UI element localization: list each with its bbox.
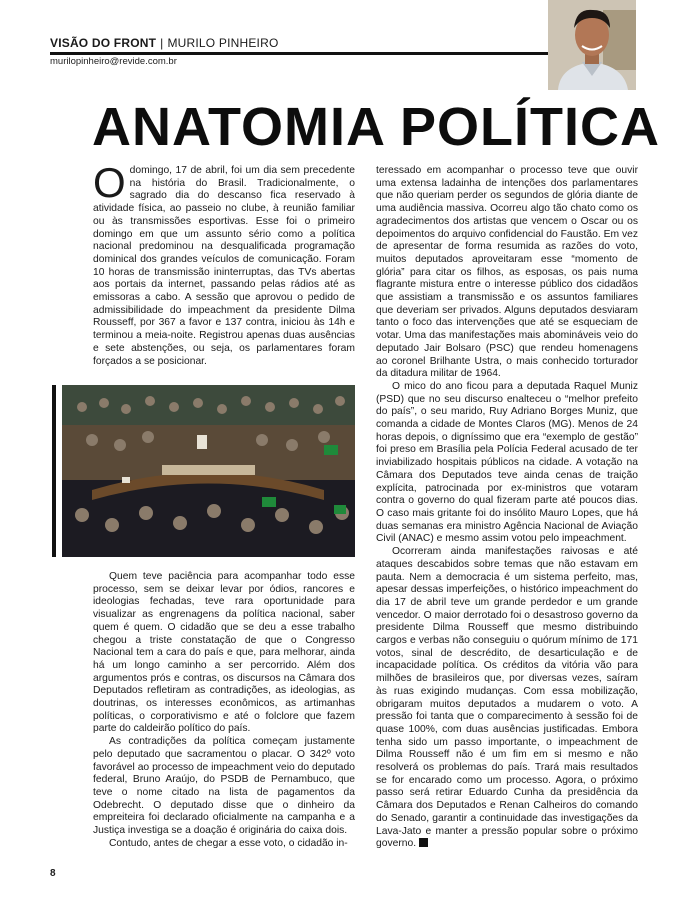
chamber-of-deputies-photo xyxy=(62,385,355,557)
page-number: 8 xyxy=(50,868,56,879)
article-right-column xyxy=(376,165,638,851)
photo-block xyxy=(52,385,355,557)
author-name: MURILO PINHEIRO xyxy=(167,36,279,50)
paragraph: teressado em acompanhar o processo teve que ouvir uma extensa ladainha de intenções dos parlamentares que não queriam perder os segundos de glória diante de uma audiência massiva. Ocorreu algo tão chato como os agradecimentos dos artistas que vencem o Oscar ou os depoimentos do arquivo confidencial do Faustão. Em vez de apresentar de forma resumida as razões do voto, muitos deputados aproveitaram esse “momento de glória” para citar os filhos, as esposas, os pais numa flagrante mistura entre o interesse público dos cidadãos que assistiam a transmissão e os assuntos familiares que deveriam ser privados. Alguns deputados desviaram tanto o foco das intervenções que até se esqueciam de votar. Uma das manifestações mais abomináveis veio do deputado Jair Bolsaro (PSC) que rendeu homenagens ao coronel Brilhante Ustra, o mais conhecido torturador da ditadura militar de 1964. xyxy=(376,165,638,380)
article-left-column xyxy=(93,571,355,850)
end-of-article-icon xyxy=(419,838,428,847)
section-label: VISÃO DO FRONT xyxy=(50,36,157,50)
paragraph: O mico do ano ficou para a deputada Raquel Muniz (PSD) que no seu discurso enalteceu o “melhor prefeito do país”, o seu marido, Ruy Adriano Borges Muniz, que comanda a cidade de Montes Claros (MG). Menos de 24 horas depois, o digníssimo que era “exemplo de gestão” foi preso em Brasília pela Polícia Federal acusado de ter inviabilizado hospitais públicos na cidade. A votação na Câmara dos Deputados teve ainda cenas de traição explícita, patrocinada por ex-ministros que votaram contra o governo do qual fizeram parte até poucos dias. O caso mais gritante foi do insólito Mauro Lopes, que há duas semanas era ministro Agência Nacional de Aviação Civil (ANAC) e mesmo assim votou pelo impeachment. xyxy=(376,380,638,545)
paragraph: Quem teve paciência para acompanhar todo esse processo, sem se deixar levar por ódios, rancores e ideologias fechadas, teve rara oportunidade para visualizar as engrenagens da política nacional, saber quem é quem. O cidadão que se deu a esse trabalho chegou a triste constatação de que o Congresso Nacional tem a cara do país e que, para melhorar, ainda há um longo caminho a ser percorrido. Além dos argumentos prós e contras, os discursos na Câmara dos Deputados refletiram as contradições, as ideologias, as doutrinas, os interesses econômicos, as artimanhas políticas, o corporativismo e até o folclore que fazem parte do caldeirão político do país. xyxy=(93,571,355,735)
author-photo xyxy=(548,0,636,90)
headline: ANATOMIA POLÍTICA xyxy=(92,97,660,157)
header-rule xyxy=(50,52,548,55)
article-lead xyxy=(93,159,355,368)
paragraph: Ocorreram ainda manifestações raivosas e até ataques descabidos sobre temas que não estavam em pauta. Nem a democracia é um sistema perfeito, mas, apesar dessas imperfeições, o histórico impeachment do dia 17 de abril teve um grande perdedor e um grande vencedor. O maior derrotado foi o desastroso governo da presidente Dilma Rousseff que mesmo distribuindo cargos e verbas não conseguiu o quórum mínimo de 171 votos, sinal de descrédito, de desarticulação e de incapacidade política. Os créditos da vitória vão para milhões de brasileiros que, por diversas vezes, saíram às ruas exigindo mudanças. Com essa mobilização, obrigaram muitos deputados a mudarem o voto. A pressão foi tanta que o comparecimento à sessão foi de quase 100%, com duas ausências justificadas. Embora tenha sido um passo importante, o impeachment de Dilma Rousseff não é um fim em si mesmo e não resolverá os problemas do país. Trará mais resultados se for encarado como um processo. Agora, o próximo passo será retirar Eduardo Cunha da presidência da Câmara dos Deputados e Renan Calheiros do comando do Senado, garantir a continuidade das investigações da Lava-Jato e manter a pressão popular sobre o próximo governo. xyxy=(376,546,638,850)
paragraph: As contradições da política começam justamente pelo deputado que sacramentou o placar. O 342º voto favorável ao processo de impeachment veio do deputado federal, Bruno Araújo, do PSDB de Pernambuco, que teve o nome citado na lista de pagamentos da Odebrecht. O deputado disse que o dinheiro da empreiteira foi declarado oficialmente na campanha e a Justiça investiga se a doação é originária do caixa dois. xyxy=(93,736,355,837)
paragraph: Contudo, antes de chegar a esse voto, o cidadão in- xyxy=(109,837,348,849)
photo-accent-bar xyxy=(52,385,56,557)
column-header xyxy=(50,36,278,50)
drop-cap: O xyxy=(93,159,126,206)
author-email: murilopinheiro@revide.com.br xyxy=(50,56,177,67)
lead-paragraph: domingo, 17 de abril, foi um dia sem precedente na história do Brasil. Tradicionalmente, o sagrado dia do descanso fica reservado à atividade física, ao passeio no clube, à reunião familiar ou às transmissões esportivas. Esse foi o primeiro domingo em que um assunto sério como a política nacional predominou na desqualificada programação dominical dos grandes veículos de comunicação. Foram 10 horas de transmissão ininterruptas, das TVs abertas aos portais da internet, passando pelas rádios até as emissoras a cabo. A sessão que aprovou o pedido de admissibilidade do impeachment da presidente Dilma Rousseff, por 367 a favor e 137 contra, iniciou às 14h e terminou a meia-noite. Registrou apenas duas ausências e sete abstenções, ou seja, os parlamentares foram forçados a se posicionar. xyxy=(93,165,355,367)
header-separator: | xyxy=(160,36,164,50)
